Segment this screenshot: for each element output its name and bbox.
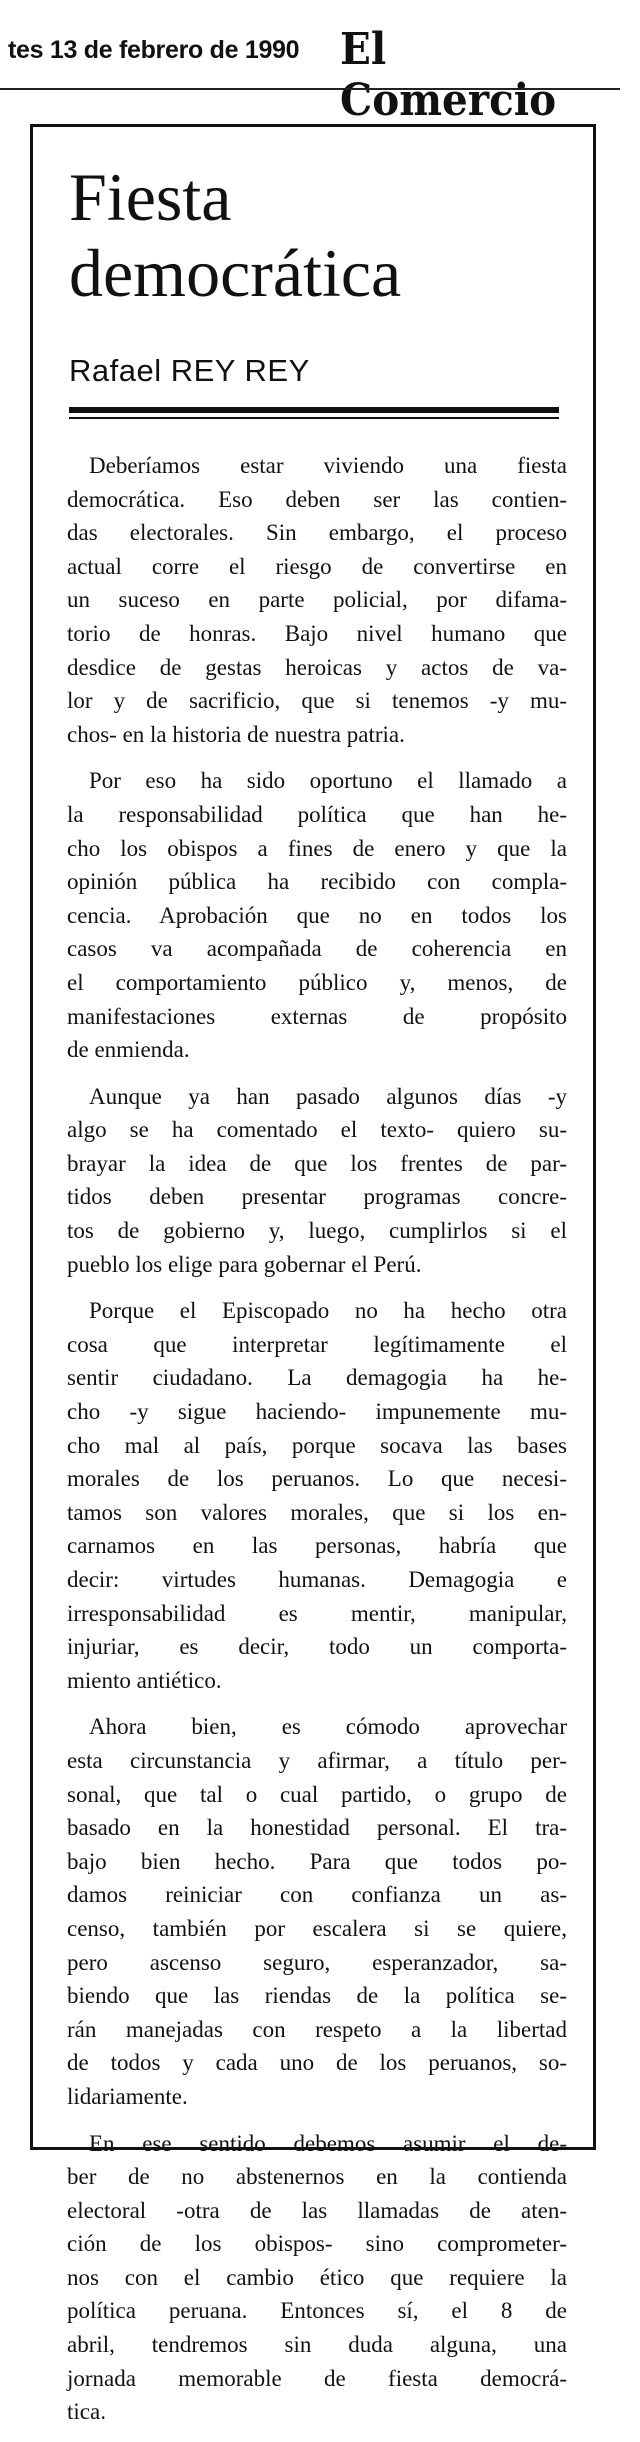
article-box [30, 124, 596, 2425]
paragraph-line: electoral -otra de las llamadas de aten- [67, 2197, 567, 2223]
paragraph-line: En ese sentido debemos asumir el de- [89, 2130, 567, 2156]
paragraph-line: chos- en la historia de nuestra patria. [67, 721, 405, 747]
paragraph-line: carnamos en las personas, habría que [67, 1533, 567, 1559]
byline-rule-thin [69, 417, 559, 419]
paragraph-line: sentir ciudadano. La demagogia ha he- [67, 1365, 567, 1391]
paragraph-line: Ahora bien, es cómodo aprovechar [89, 1714, 567, 1740]
paragraph-line: bajo bien hecho. Para que todos po- [67, 1848, 567, 1874]
article-byline: Rafael REY REY [69, 353, 310, 388]
newspaper-name: El Comercio [340, 24, 557, 126]
paragraph-line: el comportamiento público y, menos, de [67, 969, 567, 995]
paragraph-line: das electorales. Sin embargo, el proceso [67, 520, 567, 546]
article-paragraph [67, 1710, 567, 2113]
paragraph-line: abril, tendremos sin duda alguna, una [67, 2332, 567, 2358]
paragraph-line: morales de los peruanos. Lo que necesi- [67, 1466, 567, 1492]
paragraph-line: esta circunstancia y afirmar, a título per- [67, 1747, 567, 1773]
paragraph-line: tica. [67, 2399, 106, 2425]
paragraph-line: la responsabilidad política que han he- [67, 801, 567, 827]
paragraph-line: ción de los obispos- sino comprometer- [67, 2231, 567, 2257]
paragraph-line: rán manejadas con respeto a la libertad [67, 2016, 567, 2042]
paragraph-line: Porque el Episcopado no ha hecho otra [89, 1298, 567, 1324]
paragraph-line: un suceso en parte policial, por difama- [67, 587, 567, 613]
paragraph-line: injuriar, es decir, todo un comporta- [67, 1634, 567, 1660]
article-paragraph [67, 1080, 567, 1282]
paragraph-line: miento antiético. [67, 1667, 222, 1693]
article-paragraph [67, 1294, 567, 1697]
paragraph-line: brayar la idea de que los frentes de par- [67, 1150, 567, 1176]
paragraph-line: tidos deben presentar programas concre- [67, 1184, 567, 1210]
paragraph-line: lor y de sacrificio, que si tenemos -y mu- [67, 688, 567, 714]
paragraph-line: cho los obispos a fines de enero y que la [67, 835, 567, 861]
paragraph-line: Aunque ya han pasado algunos días -y [89, 1083, 567, 1109]
paragraph-line: desdice de gestas heroicas y actos de va- [67, 654, 567, 680]
paragraph-line: pero ascenso seguro, esperanzador, sa- [67, 1949, 567, 1975]
paragraph-line: sonal, que tal o cual partido, o grupo de [67, 1781, 567, 1807]
paragraph-line: pueblo los elige para gobernar el Perú. [67, 1251, 422, 1277]
paragraph-line: tos de gobierno y, luego, cumplirlos si el [67, 1218, 567, 1244]
masthead-rule [0, 88, 620, 90]
paragraph-line: torio de honras. Bajo nivel humano que [67, 620, 567, 646]
paragraph-line: algo se ha comentado el texto- quiero su- [67, 1117, 567, 1143]
article-paragraph [67, 764, 567, 1066]
paragraph-line: jornada memorable de fiesta democrá- [67, 2365, 567, 2391]
paragraph-line: de enmienda. [67, 1037, 190, 1063]
article-paragraph [67, 2127, 567, 2429]
paragraph-line: censo, también por escalera si se quiere, [67, 1915, 567, 1941]
paragraph-line: actual corre el riesgo de convertirse en [67, 553, 567, 579]
publication-date: tes 13 de febrero de 1990 [8, 36, 300, 64]
paragraph-line: damos reiniciar con confianza un as- [67, 1882, 567, 1908]
article-body [67, 449, 567, 2442]
paragraph-line: democrática. Eso deben ser las contien- [67, 486, 567, 512]
paragraph-line: nos con el cambio ético que requiere la [67, 2264, 567, 2290]
paragraph-line: irresponsabilidad es mentir, manipular, [67, 1600, 567, 1626]
paragraph-line: Deberíamos estar viviendo una fiesta [89, 453, 567, 478]
paragraph-line: cosa que interpretar legítimamente el [67, 1331, 567, 1357]
paragraph-line: de todos y cada uno de los peruanos, so- [67, 2050, 567, 2076]
paragraph-line: cho -y sigue haciendo- impunemente mu- [67, 1399, 567, 1425]
byline-rule [69, 407, 559, 413]
headline-line-1: Fiesta [69, 159, 232, 235]
paragraph-line: opinión pública ha recibido con compla- [67, 869, 567, 895]
paragraph-line: cencia. Aprobación que no en todos los [67, 902, 567, 928]
paragraph-line: ber de no abstenernos en la contienda [67, 2164, 567, 2190]
paragraph-line: política peruana. Entonces sí, el 8 de [67, 2298, 567, 2324]
paragraph-line: biendo que las riendas de la política se- [67, 1983, 567, 2009]
paragraph-line: manifestaciones externas de propósito [67, 1003, 567, 1029]
paragraph-line: tamos son valores morales, que si los en- [67, 1499, 567, 1525]
article-paragraph [67, 449, 567, 751]
paragraph-line: casos va acompañada de coherencia en [67, 936, 567, 962]
paragraph-line: decir: virtudes humanas. Demagogia e [67, 1567, 567, 1592]
paragraph-line: cho mal al país, porque socava las bases [67, 1432, 567, 1458]
paragraph-line: lidariamente. [67, 2083, 188, 2109]
paragraph-line: Por eso ha sido oportuno el llamado a [89, 768, 567, 794]
article-headline [69, 159, 569, 311]
headline-line-2: democrática [69, 235, 402, 311]
masthead [0, 18, 640, 126]
paragraph-line: basado en la honestidad personal. El tra- [67, 1815, 567, 1841]
